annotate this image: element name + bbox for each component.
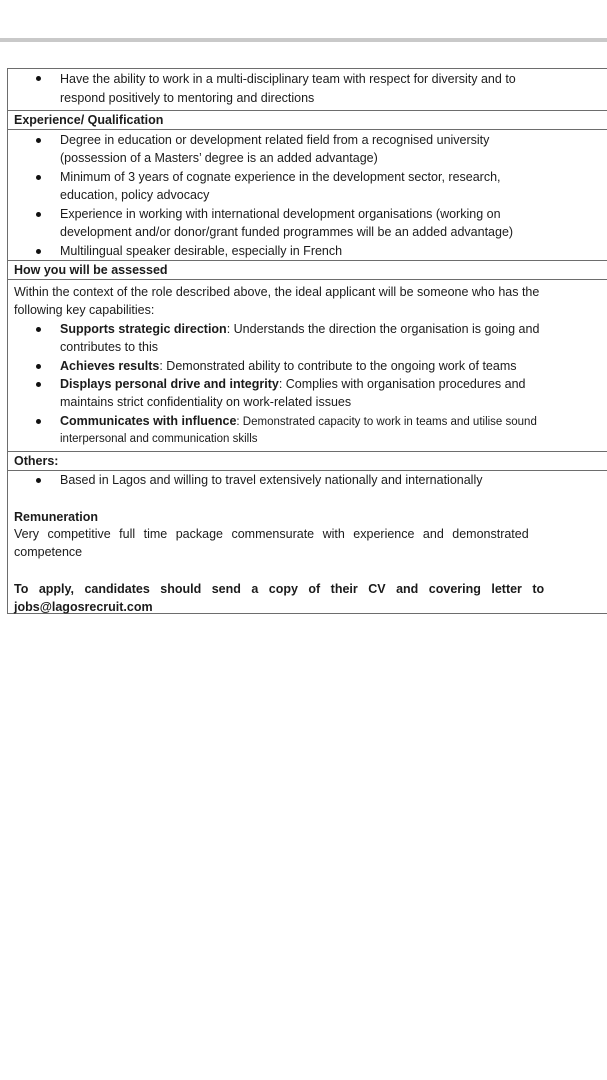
text-line: Have the ability to work in a multi-disciplinary team with respect for diversity and to bbox=[60, 72, 516, 86]
section-title-assessed: How you will be assessed bbox=[14, 263, 168, 277]
capability-label: Displays personal drive and integrity bbox=[60, 377, 279, 391]
capability-item bbox=[60, 413, 537, 430]
section-title-others: Others: bbox=[14, 454, 59, 468]
text-line: (possession of a Masters’ degree is an added advantage) bbox=[60, 151, 378, 165]
bullet-icon bbox=[36, 478, 41, 483]
bullet-icon bbox=[36, 249, 41, 254]
table-border bbox=[8, 279, 607, 280]
text-line: Minimum of 3 years of cognate experience in the development sector, research, bbox=[60, 170, 501, 184]
apply-text: To apply, candidates should send a copy of their CV and covering letter to bbox=[14, 582, 545, 596]
capability-label: Communicates with influence bbox=[60, 414, 237, 428]
apply-email-link[interactable]: jobs@lagosrecruit.com bbox=[14, 600, 153, 614]
table-border bbox=[8, 110, 607, 111]
bullet-icon bbox=[36, 138, 41, 143]
bullet-icon bbox=[36, 364, 41, 369]
text-line: Experience in working with international development organisations (working on bbox=[60, 207, 501, 221]
table-border bbox=[8, 260, 607, 261]
capability-text: : Demonstrated ability to contribute to the ongoing work of teams bbox=[159, 359, 517, 373]
text-line: development and/or donor/grant funded programmes will be an added advantage) bbox=[60, 225, 514, 239]
capability-item bbox=[60, 376, 526, 392]
capability-label: Achieves results bbox=[60, 359, 160, 373]
text-line: respond positively to mentoring and directions bbox=[60, 91, 315, 105]
capability-label: Supports strategic direction bbox=[60, 322, 227, 336]
text-line: Based in Lagos and willing to travel extensively nationally and internationally bbox=[60, 473, 483, 487]
table-border bbox=[8, 451, 607, 452]
bullet-icon bbox=[36, 327, 41, 332]
bullet-icon bbox=[36, 419, 41, 424]
bullet-icon bbox=[36, 212, 41, 217]
bullet-icon bbox=[36, 382, 41, 387]
capability-text: : Understands the direction the organisation is going and bbox=[226, 322, 540, 336]
table-border bbox=[8, 68, 607, 69]
text-line: contributes to this bbox=[60, 340, 158, 354]
text-line: following key capabilities: bbox=[14, 303, 155, 317]
table-border bbox=[8, 470, 607, 471]
bullet-icon bbox=[36, 76, 41, 81]
section-title-experience: Experience/ Qualification bbox=[14, 113, 164, 127]
text-line: interpersonal and communication skills bbox=[60, 433, 258, 445]
capability-text: : Demonstrated capacity to work in teams and utilise sound bbox=[236, 416, 537, 428]
text-line: Degree in education or development related field from a recognised university bbox=[60, 133, 490, 147]
capability-text: : Complies with organisation procedures and bbox=[278, 377, 526, 391]
capability-item bbox=[60, 358, 517, 374]
text-line: Very competitive full time package commensurate with experience and demonstrated bbox=[14, 527, 529, 541]
capability-item bbox=[60, 321, 539, 337]
top-divider bbox=[0, 38, 607, 42]
text-line: education, policy advocacy bbox=[60, 188, 210, 202]
text-line: competence bbox=[14, 545, 83, 559]
table-border bbox=[8, 129, 607, 130]
section-title-remuneration: Remuneration bbox=[14, 510, 99, 524]
text-line: Within the context of the role described above, the ideal applicant will be someone who has the bbox=[14, 285, 540, 299]
bullet-icon bbox=[36, 175, 41, 180]
text-line: Multilingual speaker desirable, especially in French bbox=[60, 244, 343, 258]
text-line: maintains strict confidentiality on work-related issues bbox=[60, 395, 352, 409]
job-description-table bbox=[7, 68, 607, 614]
